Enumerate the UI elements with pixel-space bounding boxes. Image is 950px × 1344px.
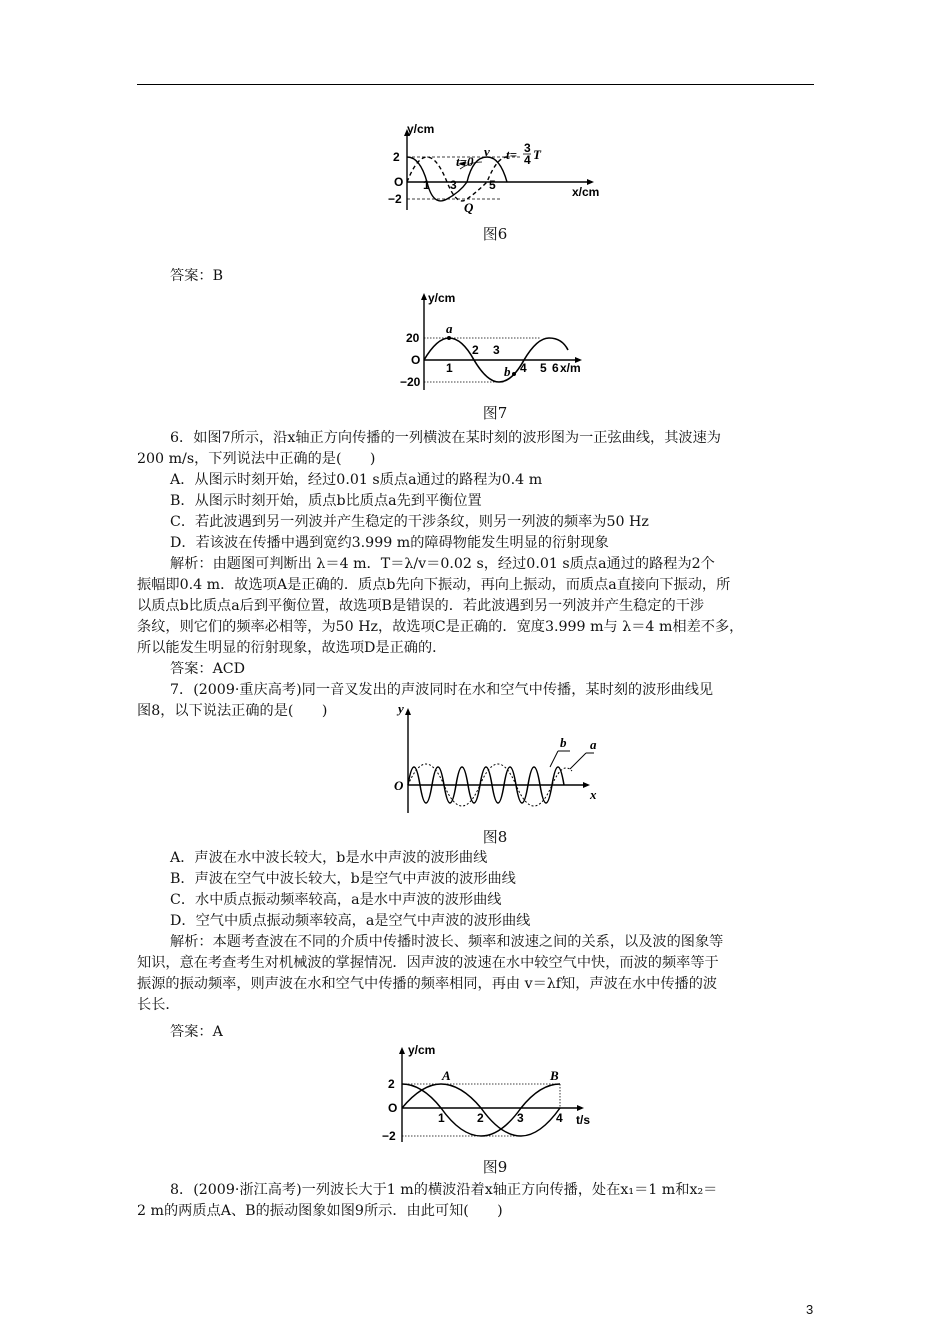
q6-analysis-line-1: 解析：由题图可判断出 λ＝4 m．T＝λ/v＝0.02 s，经过0.01 s质点a通过的路程为2个 [170, 556, 715, 572]
fig7-point-a: a [446, 321, 453, 336]
fig6-x-label: x/cm [572, 185, 600, 199]
q7-answer: 答案：A [170, 1024, 223, 1040]
fig9-label-B: B [550, 1068, 559, 1083]
fig7-x-tick: 6 [552, 361, 559, 375]
fig6-q-label: Q [464, 200, 474, 214]
fig7-point-b: b [504, 364, 511, 379]
fig8-x-label: x [590, 787, 597, 802]
q6-analysis-line-4: 条纹，则它们的频率必相等，为50 Hz，故选项C是正确的．宽度3.999 m与 λ＝4 m相差不多， [137, 619, 744, 635]
q8-stem-line-1: 8．(2009·浙江高考)一列波长大于1 m的横波沿着x轴正方向传播，处在x₁＝1 m和x₂＝ [170, 1182, 718, 1198]
q7-option-b: B．声波在空气中波长较大，b是空气中声波的波形曲线 [170, 871, 516, 887]
q6-option-b: B．从图示时刻开始，质点b比质点a先到平衡位置 [170, 493, 482, 509]
fig6-caption: 图6 [482, 225, 508, 243]
q7-option-d: D．空气中质点振动频率较高，a是空气中声波的波形曲线 [170, 913, 531, 929]
figure-6 [380, 122, 600, 214]
fig9-label-A: A [442, 1068, 451, 1083]
fig6-v-label: v [484, 144, 490, 159]
q7-option-a: A．声波在水中波长较大，b是水中声波的波形曲线 [170, 850, 488, 866]
q6-option-a: A．从图示时刻开始，经过0.01 s质点a通过的路程为0.4 m [170, 472, 543, 488]
fig8-origin: O [394, 778, 404, 793]
fig7-x-tick: 3 [493, 343, 500, 357]
fig7-origin: O [411, 353, 421, 367]
q7-analysis-line-4: 长长． [137, 997, 180, 1013]
fig7-x-tick: 1 [446, 361, 453, 375]
fig6-t-suffix: T [533, 147, 541, 162]
fig7-x-tick: 5 [540, 361, 547, 375]
fig9-x-tick: 4 [556, 1111, 563, 1125]
fig6-t-prefix: t= [506, 147, 518, 162]
figure-8 [390, 703, 600, 813]
fig6-x-tick: 1 [423, 178, 430, 192]
fig7-y-tick: 20 [406, 331, 420, 345]
fig9-y-tick: 2 [388, 1077, 395, 1091]
fig8-label-a: a [590, 737, 597, 752]
fig9-origin: O [388, 1101, 398, 1115]
fig9-x-tick: 1 [438, 1111, 445, 1125]
q6-analysis-line-2: 振幅即0.4 m．故选项A是正确的．质点b先向下振动，再向上振动，而质点a直接向下振动，所 [137, 577, 731, 593]
fig7-caption: 图7 [482, 404, 508, 422]
q6-answer: 答案：ACD [170, 661, 246, 677]
q6-option-c: C．若此波遇到另一列波并产生稳定的干涉条纹，则另一列波的频率为50 Hz [170, 514, 649, 530]
q8-stem-line-2: 2 m的两质点A、B的振动图象如图9所示．由此可知( ) [137, 1203, 503, 1219]
fig8-y-label: y [398, 703, 404, 716]
fig6-t-den: 4 [524, 153, 531, 167]
fig9-x-tick: 3 [517, 1111, 524, 1125]
q6-stem-line-1: 6．如图7所示，沿x轴正方向传播的一列横波在某时刻的波形图为一正弦曲线，其波速为 [170, 430, 721, 446]
q6-analysis-line-3: 以质点b比质点a后到平衡位置，故选项B是错误的．若此波遇到另一列波并产生稳定的干涉 [137, 598, 705, 614]
header-rule [137, 84, 814, 85]
q7-stem-line-1: 7．(2009·重庆高考)同一音叉发出的声波同时在水和空气中传播，某时刻的波形曲线见 [170, 682, 714, 698]
fig6-y-tick: 2 [393, 150, 400, 164]
figure-9 [378, 1042, 598, 1150]
fig8-label-b: b [560, 735, 567, 750]
fig7-y-tick: −20 [400, 375, 421, 389]
q7-analysis-line-2: 知识，意在考查考生对机械波的掌握情况．因声波的波速在水中较空气中快，而波的频率等于 [137, 955, 719, 971]
fig7-x-tick: 4 [520, 361, 527, 375]
fig6-t-num: 3 [524, 141, 531, 155]
fig6-origin: O [394, 175, 404, 189]
fig9-y-label: y/cm [408, 1043, 436, 1057]
fig8-caption: 图8 [482, 828, 508, 846]
page-number: 3 [806, 1302, 814, 1317]
fig6-x-tick: 5 [489, 178, 496, 192]
q7-analysis-line-1: 解析：本题考查波在不同的介质中传播时波长、频率和波速之间的关系，以及波的图象等 [170, 934, 724, 950]
fig7-y-label: y/cm [428, 291, 456, 305]
fig7-x-tick: 2 [472, 343, 479, 357]
fig6-t0-label: t=0 [456, 154, 474, 169]
fig6-y-tick: −2 [388, 192, 402, 206]
figure-7 [368, 290, 588, 394]
q6-stem-line-2: 200 m/s，下列说法中正确的是( ) [137, 451, 376, 467]
fig6-x-tick: 3 [450, 178, 457, 192]
q6-analysis-line-5: 所以能发生明显的衍射现象，故选项D是正确的． [137, 640, 447, 656]
fig9-caption: 图9 [482, 1158, 508, 1176]
q7-stem-line-2: 图8，以下说法正确的是( ) [137, 703, 328, 719]
fig7-x-label: x/m [560, 361, 581, 375]
fig6-y-label: y/cm [407, 122, 435, 136]
q6-option-d: D．若该波在传播中遇到宽约3.999 m的障碍物能发生明显的衍射现象 [170, 535, 609, 551]
fig9-x-label: t/s [576, 1113, 591, 1127]
answer-q5: 答案：B [170, 268, 223, 284]
q7-option-c: C．水中质点振动频率较高，a是水中声波的波形曲线 [170, 892, 502, 908]
fig9-y-tick: −2 [382, 1129, 396, 1143]
q7-analysis-line-3: 振源的振动频率，则声波在水和空气中传播的频率相同，再由 v＝λf知，声波在水中传播的波 [137, 976, 718, 992]
fig9-x-tick: 2 [477, 1111, 484, 1125]
